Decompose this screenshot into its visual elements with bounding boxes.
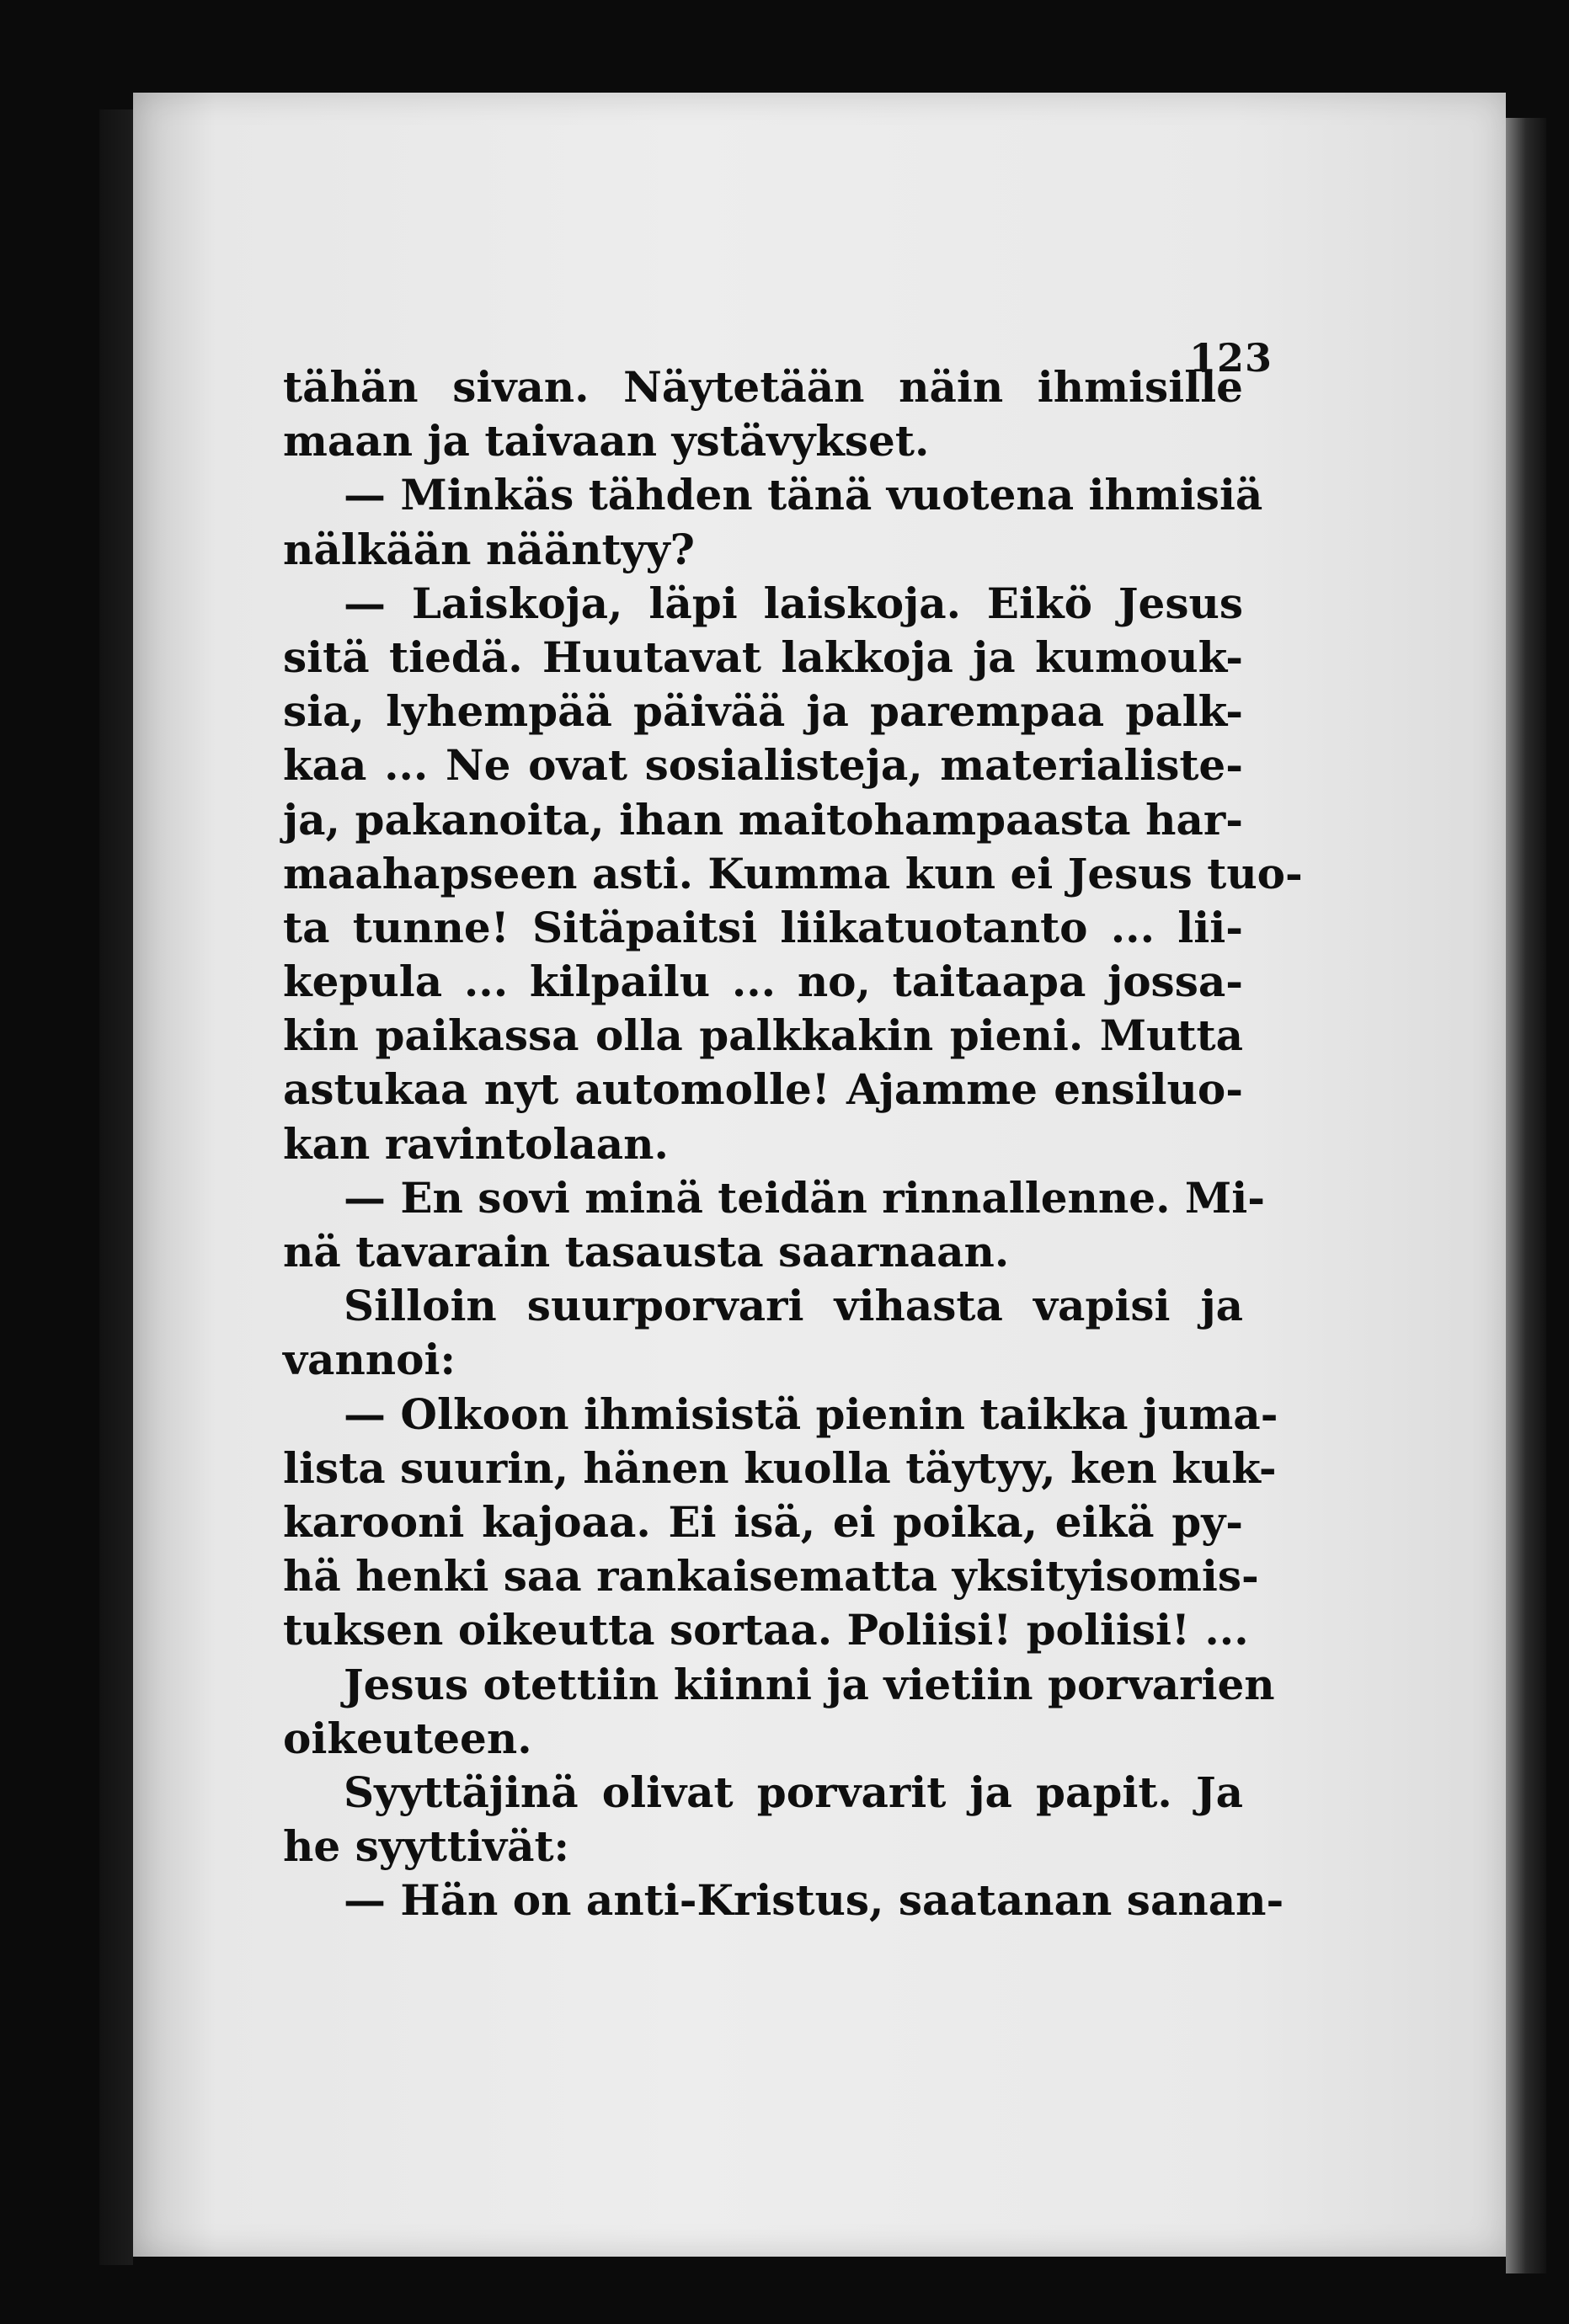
text-line: lista suurin, hänen kuolla täytyy, ken kuk- [283, 1442, 1277, 1493]
text-line: oikeuteen. [283, 1713, 532, 1763]
page-number: 123 [1189, 335, 1273, 381]
text-line: sia, lyhempää päivää ja parempaa palk- [283, 686, 1243, 737]
text-line: maan ja taivaan ystävykset. [283, 416, 930, 466]
text-line: nä tavarain tasausta saarnaan. [283, 1227, 1010, 1277]
text-line: he syyttivät: [283, 1821, 570, 1872]
text-line: kin paikassa olla palkkakin pieni. Mutta [283, 1010, 1243, 1061]
text-line: kepula ... kilpailu ... no, taitaapa jossa- [283, 957, 1243, 1007]
text-line: — Laiskoja, läpi laiskoja. Eikö Jesus [344, 578, 1243, 628]
text-line: kan ravintolaan. [283, 1118, 669, 1169]
text-line: Silloin suurporvari vihasta vapisi ja [344, 1281, 1243, 1331]
text-line: — Hän on anti-Kristus, saatanan sanan- [344, 1875, 1284, 1926]
text-line: hä henki saa rankaisematta yksityisomis- [283, 1551, 1259, 1602]
text-line: vannoi: [283, 1335, 456, 1385]
text-line: maahapseen asti. Kumma kun ei Jesus tuo- [283, 848, 1303, 898]
book-right-edge [1506, 118, 1546, 2273]
text-line: ja, pakanoita, ihan maitohampaasta har- [283, 794, 1243, 845]
text-line: — En sovi minä teidän rinnallenne. Mi- [344, 1172, 1265, 1223]
text-line: tuksen oikeutta sortaa. Poliisi! poliisi! ... [283, 1605, 1249, 1655]
text-line: ta tunne! Sitäpaitsi liikatuotanto ... lii- [283, 902, 1243, 952]
text-line: tähän sivan. Näytetään näin ihmisille [283, 362, 1243, 412]
text-line: kaa ... Ne ovat sosialisteja, materialiste- [283, 740, 1243, 791]
text-line: Syyttäjinä olivat porvarit ja papit. Ja [344, 1767, 1243, 1817]
text-line: — Minkäs tähden tänä vuotena ihmisiä [344, 470, 1263, 520]
text-line: Jesus otettiin kiinni ja vietiin porvarien [344, 1659, 1275, 1709]
text-line: karooni kajoaa. Ei isä, ei poika, eikä py- [283, 1496, 1243, 1547]
page-text [283, 360, 1303, 1927]
text-line: nälkään nääntyy? [283, 524, 695, 574]
text-line: astukaa nyt automolle! Ajamme ensiluo- [283, 1064, 1243, 1115]
book-left-edge [99, 109, 133, 2265]
text-line: sitä tiedä. Huutavat lakkoja ja kumouk- [283, 632, 1243, 682]
text-line: — Olkoon ihmisistä pienin taikka juma- [344, 1389, 1278, 1439]
